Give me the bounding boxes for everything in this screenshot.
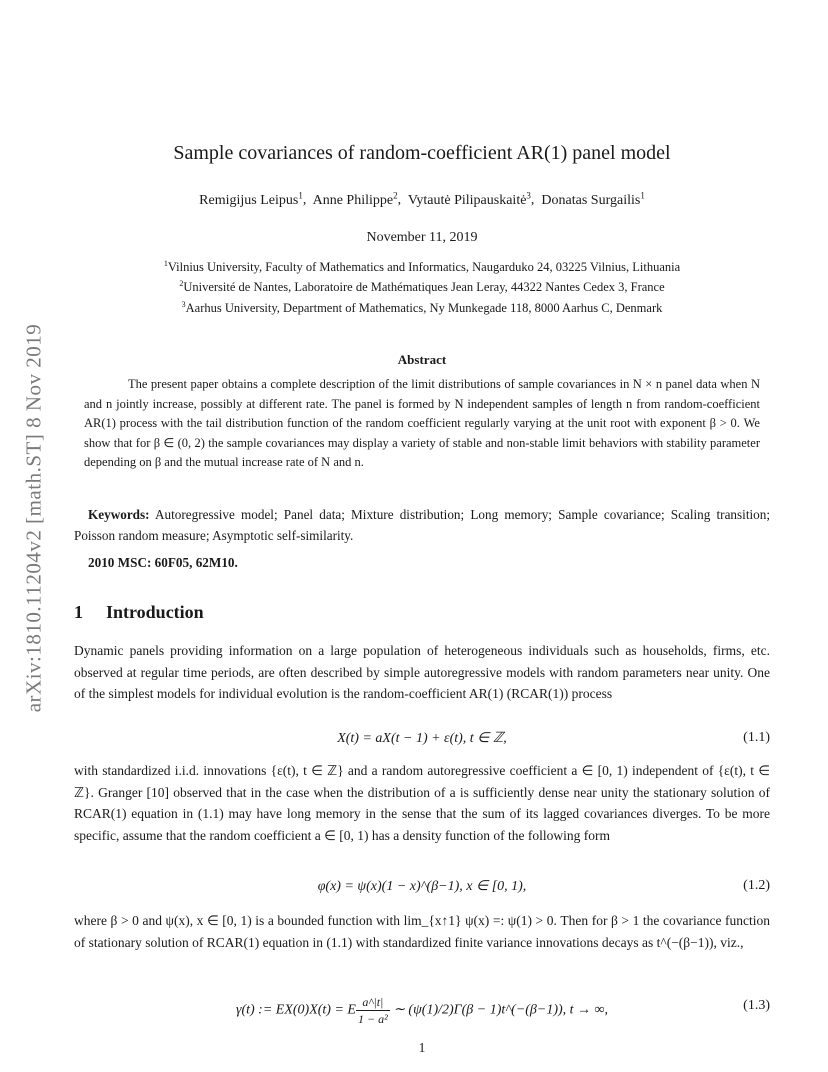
page-number: 1 <box>418 1040 426 1055</box>
equation-1-2: φ(x) = ψ(x)(1 − x)^(β−1), x ∈ [0, 1), (1.2) <box>317 878 770 894</box>
paragraph-intro: Dynamic panels providing information on a large population of heterogeneous individuals such as households, firms, etc. observed at regular time periods, are often described by simple autoregressive models with random parameters near unity. One of the simplest models for individual evolution is the random-coefficient AR(1) (RCAR(1)) process <box>74 643 770 701</box>
author: Donatas Surgailis$^1$ <box>541 190 645 208</box>
affiliation: $^2$Université de Nantes, Laboratoire de Mathématiques Jean Leray, 44322 Nantes Cedex 3, France <box>179 279 665 295</box>
msc-codes <box>88 555 238 571</box>
keywords-text: Autoregressive model; Panel data; Mixture distribution; Long memory; Sample covariance; Scaling transition; Poisson random measure; Asymptotic self-similarity. <box>74 507 771 543</box>
paragraph-granger: with standardized i.i.d. innovations {ε(t), t ∈ ℤ} and a random autoregressive coefficient a ∈ [0, 1) independent of {ε(t), t ∈ ℤ}. Granger [10] observed that in the case when the distribution of a is sufficiently dense near unity the stationary solution of RCAR(1) equation in (1.1) may have long memory in the sense that the sum of its lagged covariances diverges. To be more specific, assume that the random coefficient a ∈ [0, 1) has a density function of the following form <box>74 763 770 843</box>
affiliation: $^3$Aarhus University, Department of Mathematics, Ny Munkegade 118, 8000 Aarhus C, Denmark <box>181 300 663 316</box>
paper-title: Sample covariances of random-coefficient AR(1) panel model <box>173 142 671 164</box>
arxiv-id: arXiv:1810.11204v2 [math.ST] 8 Nov 2019 <box>21 323 46 713</box>
author-list: Remigijus Leipus$^1$, Anne Philippe$^2$, Vytautė Pilipauskaitė$^3$, Donatas Surgailis$^1$ <box>199 190 645 208</box>
paragraph-covariance: where β > 0 and ψ(x), x ∈ [0, 1) is a bounded function with lim_{x↑1} ψ(x) =: ψ(1) > 0. Then for β > 1 the covariance function of stationary solution of RCAR(1) equation in (1.1) with standardized finite variance innovations decays as t^(−(β−1)), viz., <box>74 913 770 950</box>
msc-label: 2010 MSC: <box>88 555 152 570</box>
section-heading: 1 Introduction <box>74 602 204 622</box>
paper-date: November 11, 2019 <box>366 230 478 245</box>
equation-number: (1.3) <box>743 998 770 1013</box>
abstract-heading: Abstract <box>397 352 447 367</box>
author: Remigijus Leipus$^1$ <box>199 190 303 208</box>
author: Vytautė Pilipauskaitė$^3$ <box>407 190 531 208</box>
equation-1-1: X(t) = aX(t − 1) + ε(t), t ∈ ℤ, (1.1) <box>337 730 770 746</box>
keywords <box>74 504 770 546</box>
arxiv-sidebar-stamp <box>14 268 54 768</box>
keywords-label: Keywords: <box>88 507 150 522</box>
fraction: $\frac{a\^{}|t|}{\text{1 − a²}}$ <box>357 995 388 1026</box>
affiliation: $^1$Vilnius University, Faculty of Mathematics and Informatics, Naugarduko 24, 03225 Vilnius, Lithuania <box>163 259 681 275</box>
msc-text: 60F05, 62M10. <box>154 555 238 570</box>
abstract-text: The present paper obtains a complete description of the limit distributions of sample covariances in N × n panel data when N and n jointly increase, possibly at different rate. The panel is formed by N independent samples of length n from random-coefficient AR(1) process with the tail distribution function of the random coefficient regularly varying at the unit root with exponent β > 0. We show that for β ∈ (0, 2) the sample covariances may display a variety of stable and non-stable limit behaviors with stability parameter depending on β and the mutual increase rate of N and n. <box>84 377 760 470</box>
equation-number: (1.1) <box>743 730 770 745</box>
author: Anne Philippe$^2$ <box>312 190 398 208</box>
equation-number: (1.2) <box>743 878 770 893</box>
equation-1-3: γ(t) := EX(0)X(t) = E $\frac{a\^{}|t|}{\text{1 − a²}}$ ∼ (ψ(1)/2)Γ(β − 1)t^(−(β−1)), t → ∞, (1.3) <box>235 995 770 1026</box>
